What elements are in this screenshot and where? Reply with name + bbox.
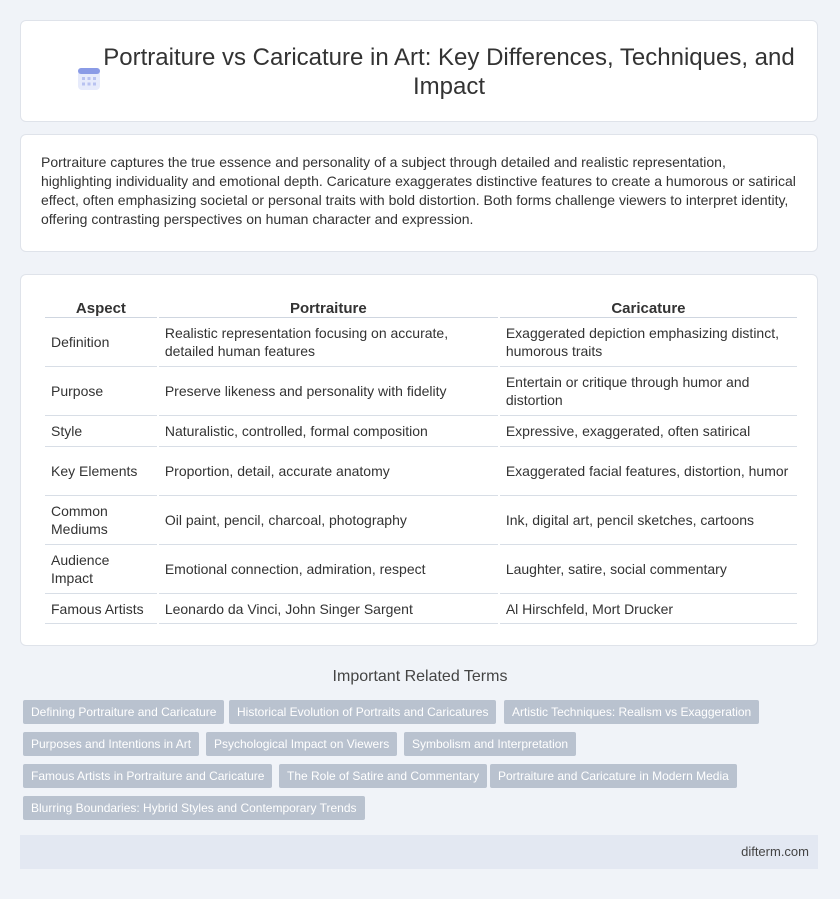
portraiture-cell: Leonardo da Vinci, John Singer Sargent <box>159 594 498 624</box>
header-caricature: Caricature <box>500 295 797 318</box>
aspect-cell: Common Mediums <box>45 496 157 545</box>
table-row <box>45 594 797 624</box>
aspect-cell: Key Elements <box>45 447 157 496</box>
portraiture-cell: Naturalistic, controlled, formal composition <box>159 416 498 447</box>
related-term-tag[interactable]: Famous Artists in Portraiture and Caricature <box>23 764 272 788</box>
caricature-cell: Laughter, satire, social commentary <box>500 545 797 594</box>
caricature-cell: Expressive, exaggerated, often satirical <box>500 416 797 447</box>
table-header-row <box>45 295 797 318</box>
table-row <box>45 447 797 496</box>
comparison-table <box>43 295 799 624</box>
caricature-cell: Entertain or critique through humor and distortion <box>500 367 797 416</box>
aspect-cell: Definition <box>45 318 157 367</box>
related-term-tag[interactable]: Symbolism and Interpretation <box>404 732 576 756</box>
related-term-tag[interactable]: Defining Portraiture and Caricature <box>23 700 224 724</box>
caricature-cell: Exaggerated depiction emphasizing distinct, humorous traits <box>500 318 797 367</box>
header-portraiture: Portraiture <box>159 295 498 318</box>
title-card <box>20 20 818 122</box>
table-row <box>45 416 797 447</box>
portraiture-cell: Realistic representation focusing on accurate, detailed human features <box>159 318 498 367</box>
portraiture-cell: Emotional connection, admiration, respect <box>159 545 498 594</box>
aspect-cell: Audience Impact <box>45 545 157 594</box>
related-terms-title: Important Related Terms <box>332 668 508 685</box>
comparison-card <box>20 274 818 646</box>
aspect-cell: Purpose <box>45 367 157 416</box>
related-term-tag[interactable]: Historical Evolution of Portraits and Caricatures <box>229 700 496 724</box>
table-row <box>45 496 797 545</box>
portraiture-cell: Oil paint, pencil, charcoal, photography <box>159 496 498 545</box>
related-term-tag[interactable]: Artistic Techniques: Realism vs Exaggeration <box>504 700 759 724</box>
footer-site-link[interactable]: difterm.com <box>741 844 809 859</box>
table-row <box>45 545 797 594</box>
related-term-tag[interactable]: Purposes and Intentions in Art <box>23 732 199 756</box>
header-aspect: Aspect <box>45 295 157 318</box>
portraiture-cell: Preserve likeness and personality with fidelity <box>159 367 498 416</box>
caricature-cell: Al Hirschfeld, Mort Drucker <box>500 594 797 624</box>
caricature-cell: Ink, digital art, pencil sketches, cartoons <box>500 496 797 545</box>
page-title: Portraiture vs Caricature in Art: Key Differences, Techniques, and Impact <box>103 44 795 100</box>
portraiture-cell: Proportion, detail, accurate anatomy <box>159 447 498 496</box>
related-term-tag[interactable]: The Role of Satire and Commentary <box>279 764 487 788</box>
related-term-tag[interactable]: Portraiture and Caricature in Modern Media <box>490 764 737 788</box>
intro-paragraph: Portraiture captures the true essence and personality of a subject through detailed and realistic representation, highlighting individuality and emotional depth. Caricature exaggerates distinctive features to create a humorous or satirical effect, often emphasizing societal or personal traits with bold distortion. Both forms challenge viewers to interpret identity, offering contrasting perspectives on human character and expression. <box>41 154 796 227</box>
aspect-cell: Famous Artists <box>45 594 157 624</box>
table-row <box>45 367 797 416</box>
aspect-cell: Style <box>45 416 157 447</box>
calendar-icon <box>77 67 101 91</box>
related-term-tag[interactable]: Blurring Boundaries: Hybrid Styles and Contemporary Trends <box>23 796 365 820</box>
intro-card <box>20 134 818 252</box>
footer <box>20 835 818 869</box>
table-row <box>45 318 797 367</box>
related-term-tag[interactable]: Psychological Impact on Viewers <box>206 732 397 756</box>
caricature-cell: Exaggerated facial features, distortion, humor <box>500 447 797 496</box>
